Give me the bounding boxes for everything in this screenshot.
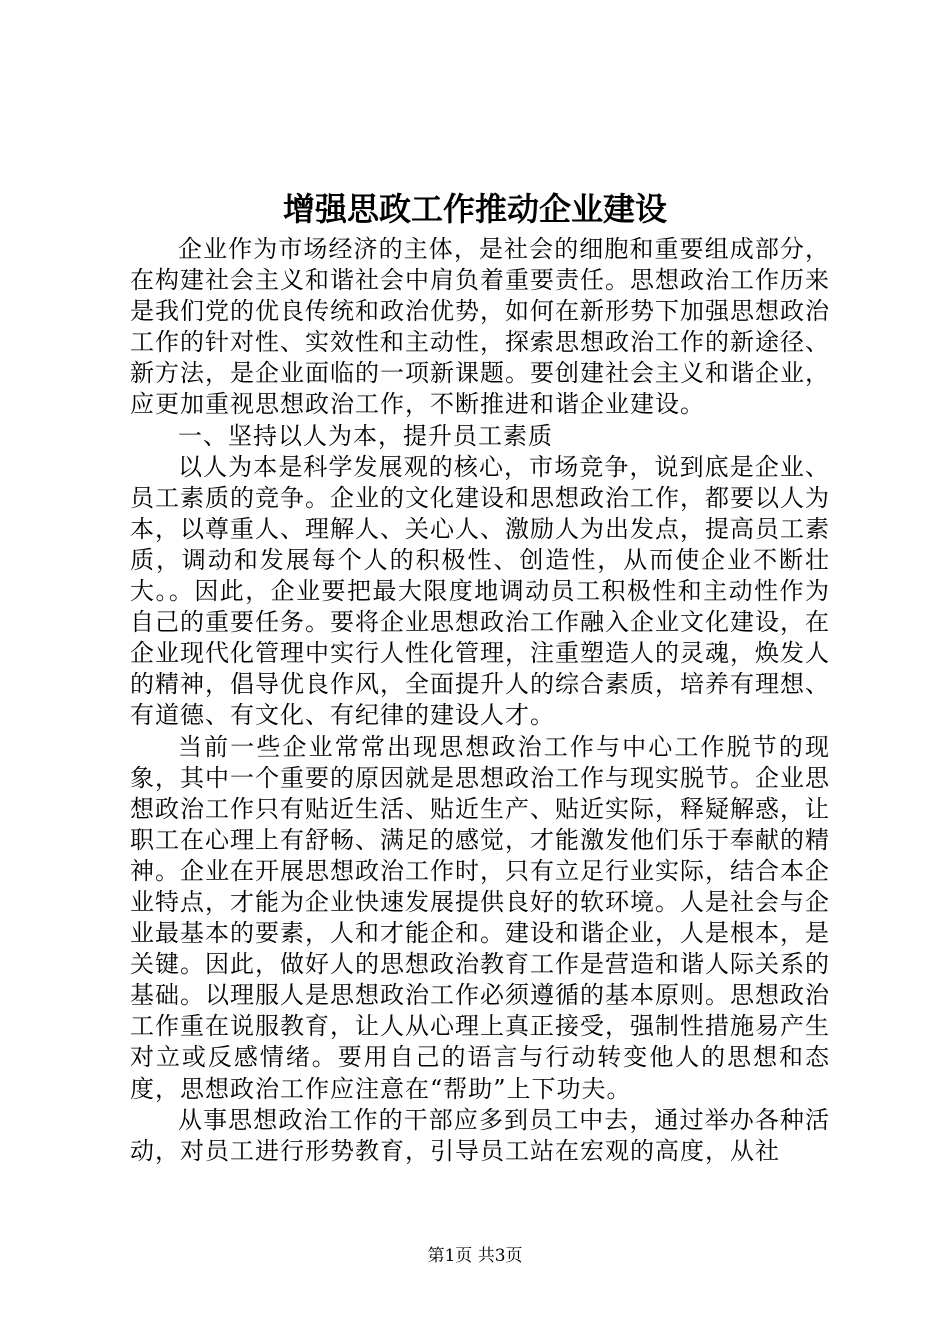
paragraph-cadres: 从事思想政治工作的干部应多到员工中去，通过举办各种活动，对员工进行形势教育，引导员工站在宏观的高度，从社 bbox=[130, 1105, 830, 1165]
paragraph-intro: 企业作为市场经济的主体，是社会的细胞和重要组成部分，在构建社会主义和谐社会中肩负着重要责任。思想政治工作历来是我们党的优良传统和政治优势，如何在新形势下加强思想政治工作的针对性、实效性和主动性，探索思想政治工作的新途径、新方法，是企业面临的一项新课题。要创建社会主义和谐企业，应更加重视思想政治工作，不断推进和谐企业建设。 bbox=[130, 235, 830, 419]
paragraph-people-oriented: 以人为本是科学发展观的核心，市场竞争，说到底是企业、员工素质的竞争。企业的文化建设和思想政治工作，都要以人为本，以尊重人、理解人、关心人、激励人为出发点，提高员工素质，调动和发展每个人的积极性、创造性，从而使企业不断壮大。。因此，企业要把最大限度地调动员工积极性和主动性作为自己的重要任务。要将企业思想政治工作融入企业文化建设，在企业现代化管理中实行人性化管理，注重塑造人的灵魂，焕发人的精神，倡导优良作风，全面提升人的综合素质，培养有理想、有道德、有文化、有纪律的建设人才。 bbox=[130, 452, 830, 730]
document-body bbox=[130, 234, 830, 1167]
document-title: 增强思政工作推动企业建设 bbox=[282, 190, 667, 228]
paragraph-current-issues: 当前一些企业常常出现思想政治工作与中心工作脱节的现象，其中一个重要的原因就是思想政治工作与现实脱节。企业思想政治工作只有贴近生活、贴近生产、贴近实际，释疑解惑，让职工在心理上有舒畅、满足的感觉，才能激发他们乐于奉献的精神。企业在开展思想政治工作时，只有立足行业实际，结合本企业特点，才能为企业快速发展提供良好的软环境。人是社会与企业最基本的要素，人和才能企和。建设和谐企业，人是根本，是关键。因此，做好人的思想政治教育工作是营造和谐人际关系的基础。以理服人是思想政治工作必须遵循的基本原则。思想政治工作重在说服教育，让人从心理上真正接受，强制性措施易产生对立或反感情绪。要用自己的语言与行动转变他人的思想和态度，思想政治工作应注意在“帮助”上下功夫。 bbox=[130, 732, 830, 1103]
page-number-footer: 第1页 共3页 bbox=[427, 1246, 523, 1266]
section-heading-1: 一、坚持以人为本，提升员工素质 bbox=[178, 421, 553, 450]
